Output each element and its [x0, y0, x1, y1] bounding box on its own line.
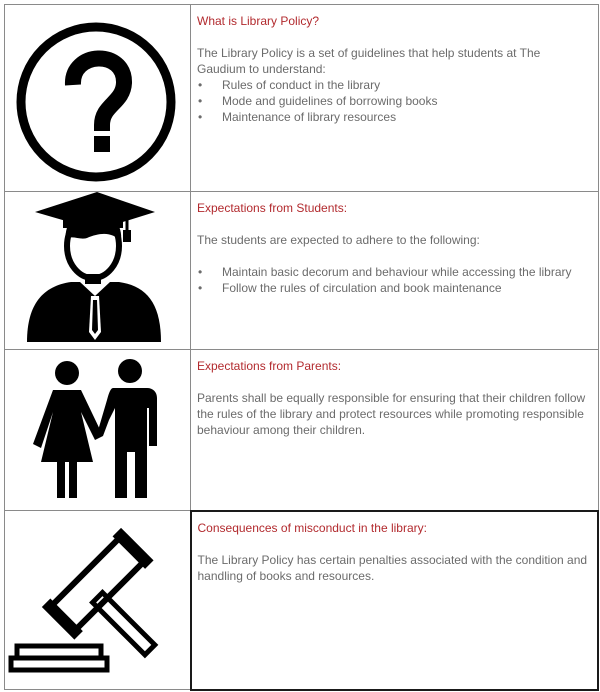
section-body: The Library Policy has certain penalties associated with the condition and handling of books and resources. [197, 552, 588, 583]
icon-cell [5, 350, 191, 511]
policy-text-cell [191, 511, 599, 690]
section-heading: Consequences of misconduct in the library: [197, 520, 427, 535]
policy-text-cell [191, 350, 599, 511]
section-intro: The students are expected to adhere to the following: [197, 233, 480, 247]
section-body: Parents shall be equally responsible for ensuring that their children follow the rules of the library and protect resources while promoting responsible behaviour among their children. [197, 391, 586, 437]
list-item: • Maintain basic decorum and behaviour while accessing the library [197, 264, 592, 280]
policy-row-consequences [5, 511, 599, 690]
policy-text-cell [191, 5, 599, 192]
icon-cell [5, 192, 191, 350]
list-item: • Rules of conduct in the library [197, 77, 592, 93]
list-item: • Maintenance of library resources [197, 109, 592, 125]
policy-text-cell [191, 192, 599, 350]
section-heading: Expectations from Students: [197, 201, 348, 215]
library-policy-table [4, 4, 599, 691]
policy-row-what-is [5, 5, 599, 192]
section-heading: Expectations from Parents: [197, 359, 342, 373]
section-heading: What is Library Policy? [197, 14, 320, 28]
question-mark-icon [5, 5, 190, 192]
list-item: • Follow the rules of circulation and book maintenance [197, 280, 592, 296]
graduate-student-icon [5, 192, 190, 350]
gavel-icon [5, 511, 190, 690]
parents-couple-icon [5, 350, 190, 511]
bullet-list [197, 264, 592, 296]
policy-row-students [5, 192, 599, 350]
list-item: • Mode and guidelines of borrowing books [197, 93, 592, 109]
bullet-list [197, 77, 592, 125]
icon-cell [5, 511, 191, 690]
icon-cell [5, 5, 191, 192]
policy-row-parents [5, 350, 599, 511]
section-intro: The Library Policy is a set of guidelines that help students at The Gaudium to understand: [197, 46, 541, 76]
